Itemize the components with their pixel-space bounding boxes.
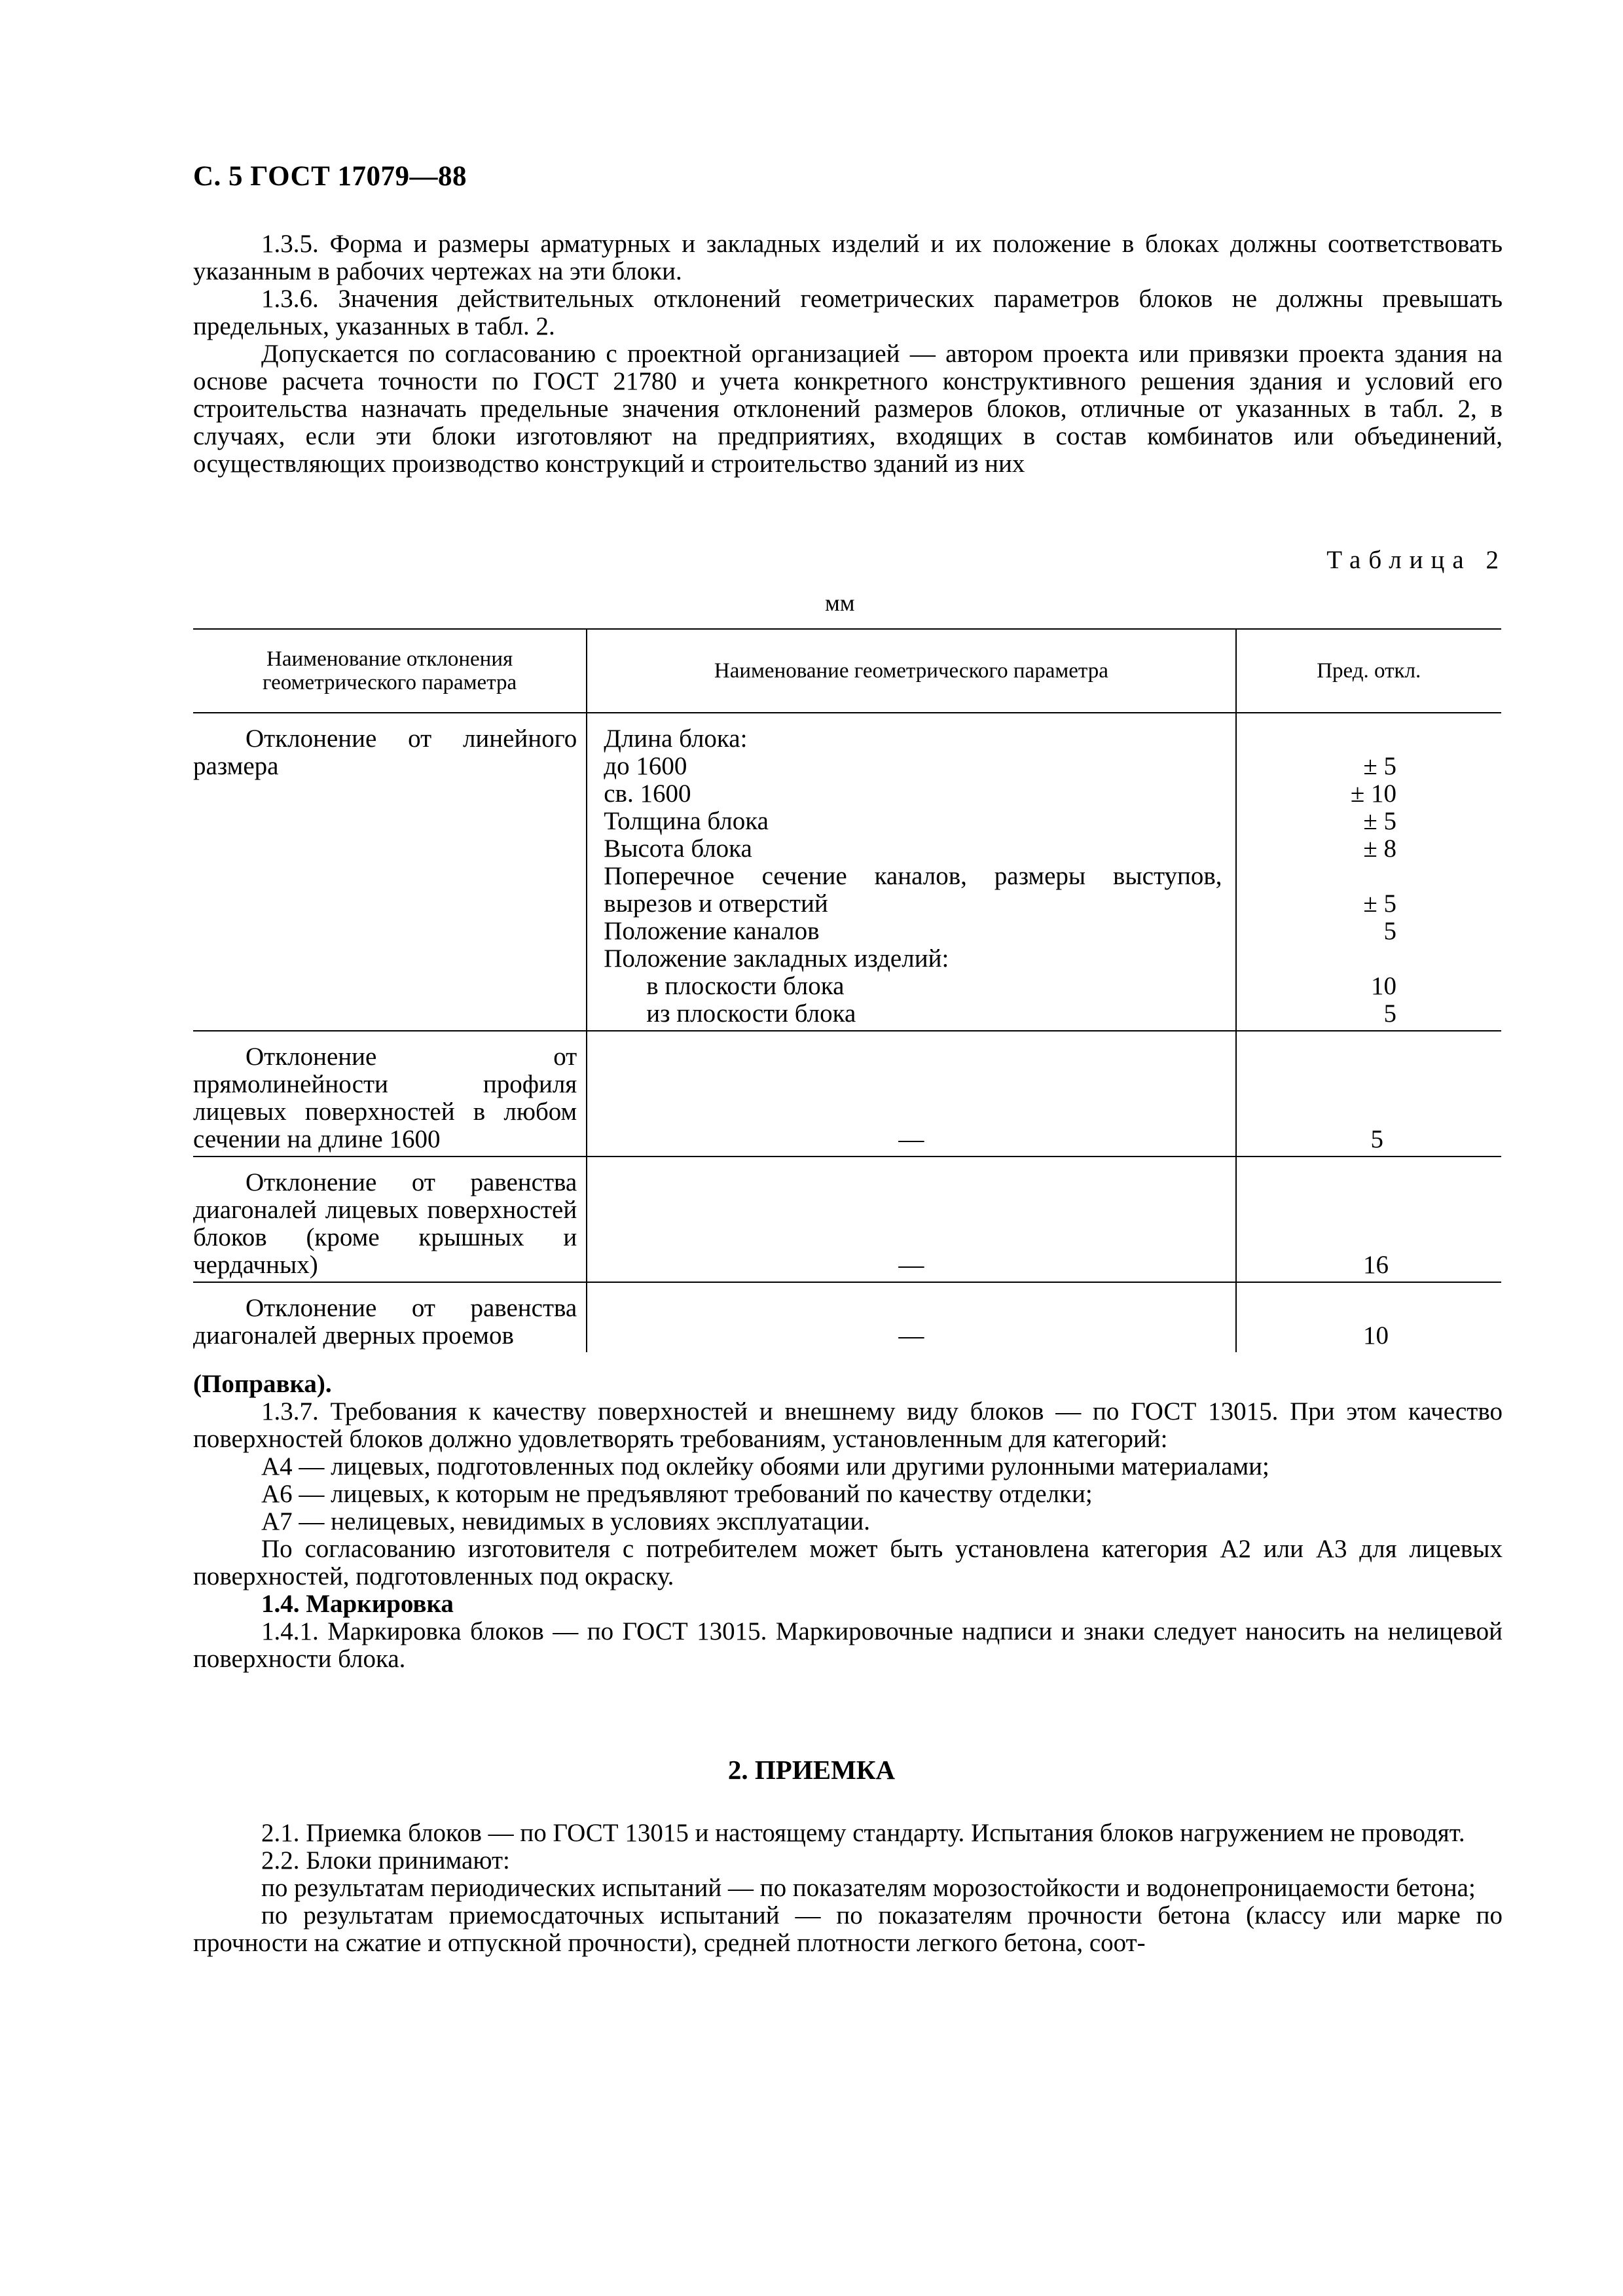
category-a7: А7 — нелицевых, невидимых в условиях эксплуатации. <box>261 1507 871 1535</box>
quality-section <box>193 1371 1503 1673</box>
param-line: Длина блока: <box>604 725 748 753</box>
row2-deviation: Отклонение от прямолинейности профиля лицевых поверхностей в любом сечении на длине 1600 <box>193 1031 587 1157</box>
param-line: Положение каналов <box>604 917 820 945</box>
row3-deviation: Отклонение от равенства диагоналей лицевых поверхностей блоков (кроме крышных и чердачных) <box>193 1157 587 1282</box>
param-line: св. 1600 <box>604 780 691 808</box>
table-header-limit: Пред. откл. <box>1236 629 1501 713</box>
row3-parameter: — <box>587 1157 1235 1282</box>
table-header-deviation: Наименование отклонения геометрического параметра <box>193 629 587 713</box>
table-unit: мм <box>825 590 855 616</box>
table-row <box>193 713 1501 1031</box>
intro-paragraphs <box>193 230 1503 478</box>
value-line: ± 10 <box>1350 780 1396 808</box>
paragraph-1-4-1: 1.4.1. Маркировка блоков — по ГОСТ 13015. Маркировочные надписи и знаки следует наносить на нелицевой поверхности блока. <box>193 1617 1503 1673</box>
row4-deviation: Отклонение от равенства диагоналей дверных проемов <box>193 1282 587 1352</box>
heading-1-4: 1.4. Маркировка <box>261 1590 454 1618</box>
value-line: ± 8 <box>1363 834 1396 863</box>
param-line: до 1600 <box>604 752 687 780</box>
value-line: 10 <box>1371 972 1396 1000</box>
paragraph-1-3-6: 1.3.6. Значения действительных отклонений геометрических параметров блоков не должны превышать предельных, указанных в табл. 2. <box>193 285 1503 340</box>
paragraph-1-3-5: 1.3.5. Форма и размеры арматурных и закладных изделий и их положение в блоках должны соответствовать указанным в рабочих чертежах на эти блоки. <box>193 230 1503 285</box>
value-line: ± 5 <box>1363 752 1396 780</box>
row2-parameter: — <box>587 1031 1235 1157</box>
row4-value: 10 <box>1236 1282 1501 1352</box>
value-line: 5 <box>1383 999 1396 1028</box>
value-line: 5 <box>1383 917 1396 945</box>
value-line: ± 5 <box>1363 889 1396 918</box>
value-line <box>1237 863 1501 890</box>
value-line <box>1237 945 1501 973</box>
param-line: из плоскости блока <box>646 999 856 1028</box>
row2-value: 5 <box>1236 1031 1501 1157</box>
paragraph-periodic: по результатам периодических испытаний — по показателям морозостойкости и водонепроницаемости бетона; <box>261 1874 1476 1902</box>
value-line: ± 5 <box>1363 807 1396 835</box>
table-label: Таблица 2 <box>1326 546 1506 574</box>
row1-deviation: Отклонение от линейного размера <box>193 725 577 780</box>
param-line: Толщина блока <box>604 807 769 835</box>
acceptance-section <box>193 1820 1503 1957</box>
correction-note: (Поправка). <box>193 1370 332 1398</box>
row1-parameters <box>587 713 1235 1031</box>
paragraph-permission: Допускается по согласованию с проектной организацией — автором проекта или привязки проекта здания на основе расчета точности по ГОСТ 21780 и учета конкретного конструктивного решения здания и условий его строительства назначать предельные значения отклонений размеров блоков, отличные от указанных в табл. 2, в случаях, если эти блоки изготовляют на предприятиях, входящих в состав комбинатов или объединений, осуществляющих производство конструкций и строительство зданий из них <box>193 340 1503 478</box>
row3-value: 16 <box>1236 1157 1501 1282</box>
param-line: Положение закладных изделий: <box>604 944 949 973</box>
paragraph-1-3-7: 1.3.7. Требования к качеству поверхностей и внешнему виду блоков — по ГОСТ 13015. При этом качество поверхностей блоков должно удовлетворять требованиям, установленным для категорий: <box>193 1397 1503 1453</box>
table-header-parameter: Наименование геометрического параметра <box>587 629 1235 713</box>
category-a6: А6 — лицевых, к которым не предъявляют требований по качеству отделки; <box>261 1480 1093 1508</box>
param-line: Поперечное сечение каналов, размеры выступов, <box>604 862 1222 890</box>
paragraph-2-2: 2.2. Блоки принимают: <box>261 1846 510 1874</box>
tolerance-table <box>193 628 1501 1352</box>
page-header: С. 5 ГОСТ 17079—88 <box>193 161 467 192</box>
table-row <box>193 1031 1501 1157</box>
param-line: в плоскости блока <box>646 972 845 1000</box>
paragraph-2-1: 2.1. Приемка блоков — по ГОСТ 13015 и настоящему стандарту. Испытания блоков нагружением не проводят. <box>261 1819 1465 1847</box>
param-line: Высота блока <box>604 834 752 863</box>
section-2-title: 2. ПРИЕМКА <box>727 1755 896 1785</box>
param-line: вырезов и отверстий <box>604 889 828 918</box>
paragraph-acceptance-tests: по результатам приемосдаточных испытаний — по показателям прочности бетона (классу или марке по прочности на сжатие и отпускной прочности), средней плотности легкого бетона, соот- <box>193 1901 1503 1957</box>
table-row <box>193 1157 1501 1282</box>
paragraph-agreement: По согласованию изготовителя с потребителем может быть установлена категория А2 или А3 для лицевых поверхностей, подготовленных под окраску. <box>193 1535 1503 1590</box>
table-row <box>193 1282 1501 1352</box>
category-a4: А4 — лицевых, подготовленных под оклейку обоями или другими рулонными материалами; <box>261 1452 1269 1480</box>
row4-parameter: — <box>587 1282 1235 1352</box>
row1-values <box>1236 713 1501 1031</box>
value-line <box>1237 725 1501 753</box>
